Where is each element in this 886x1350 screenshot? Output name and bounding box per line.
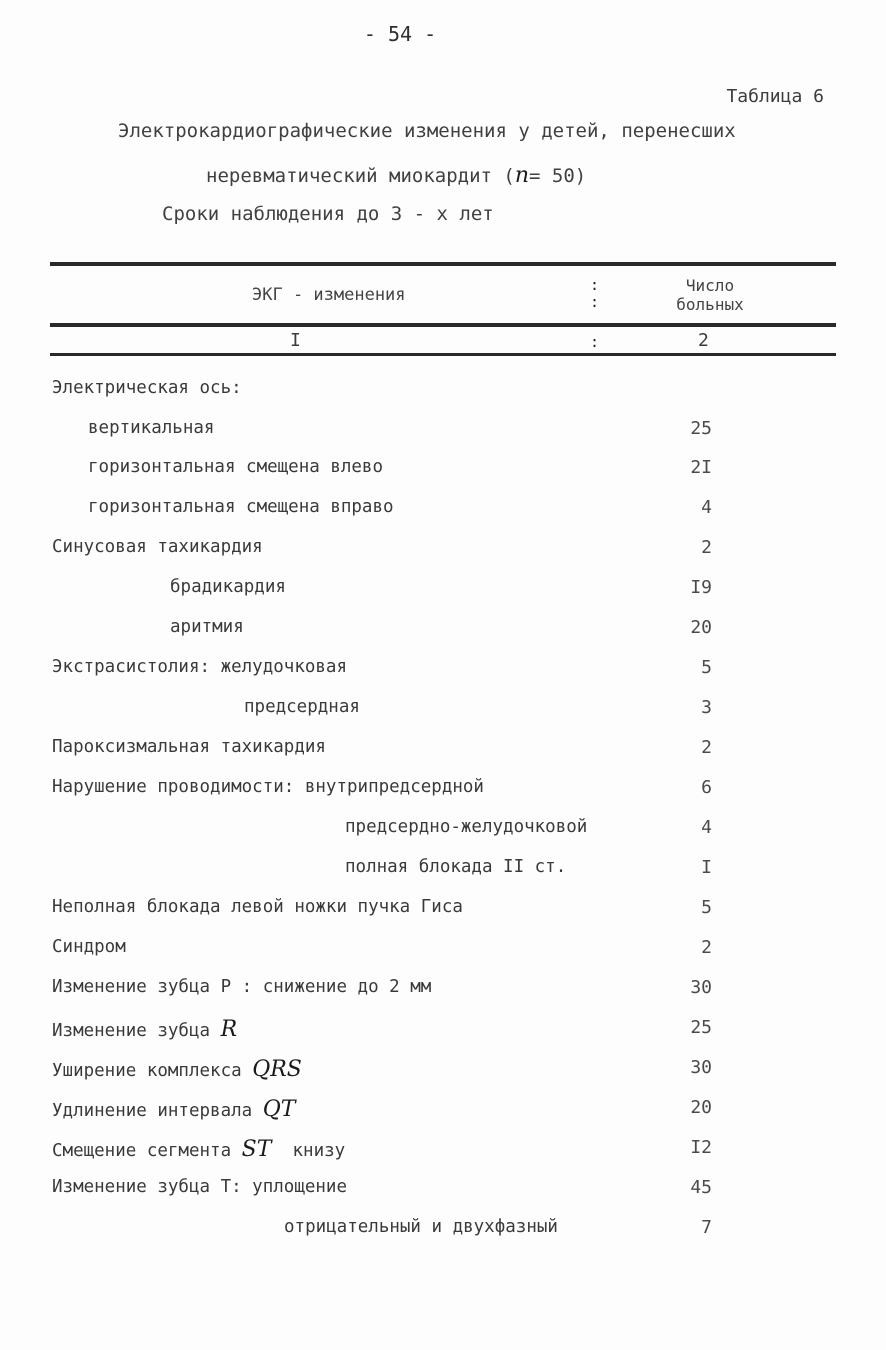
row-label-text: Смещение сегмента (52, 1141, 232, 1161)
column-number-separator: : (590, 333, 600, 351)
row-label: горизонтальная смещена влево (88, 457, 384, 477)
title-line-2-suffix: = 50) (529, 165, 587, 187)
row-value: 3 (701, 697, 712, 718)
row-label: предсердно-желудочковой (345, 817, 588, 837)
row-value: 5 (701, 897, 712, 918)
page-number: - 54 - (363, 22, 437, 46)
column-header-ecg-changes: ЭКГ - изменения (252, 285, 406, 305)
header-separator: : (590, 276, 600, 294)
row-value: 20 (690, 617, 712, 638)
table-subtitle: Сроки наблюдения до 3 - х лет (162, 203, 494, 225)
row-label: отрицательный и двухфазный (284, 1217, 558, 1237)
row-label: Неполная блокада левой ножки пучка Гиса (52, 897, 463, 917)
row-label: брадикардия (170, 577, 286, 597)
row-value: 6 (701, 777, 712, 798)
row-value: 30 (690, 1057, 712, 1078)
row-value: 5 (701, 657, 712, 678)
handwritten-interval-name: QT (262, 1097, 296, 1122)
row-label-text: Изменение зубца (52, 1021, 211, 1041)
handwritten-segment-name: ST (241, 1137, 272, 1162)
handwritten-n: n (514, 163, 530, 188)
row-value: 4 (701, 817, 712, 838)
row-value: 2 (701, 937, 712, 958)
row-label: Синдром (52, 937, 126, 957)
row-value: 25 (690, 1017, 712, 1038)
row-label: Нарушение проводимости: внутрипредсердной (52, 777, 484, 797)
row-value: 2I (690, 457, 712, 478)
row-label (52, 1137, 345, 1162)
handwritten-complex-name: QRS (252, 1057, 302, 1082)
table-title-line-2 (206, 163, 586, 188)
row-value: I2 (690, 1137, 712, 1158)
row-label (52, 1017, 237, 1042)
row-label: горизонтальная смещена вправо (88, 497, 394, 517)
row-label: Изменение зубца P : снижение до 2 мм (52, 977, 432, 997)
row-value: 4 (701, 497, 712, 518)
row-label (52, 1097, 295, 1122)
table-label: Таблица 6 (726, 86, 824, 107)
row-label: Электрическая ось: (52, 378, 242, 398)
row-label: Синусовая тахикардия (52, 537, 263, 557)
row-value: 2 (701, 537, 712, 558)
row-value: 25 (690, 418, 712, 439)
row-value: 2 (701, 737, 712, 758)
row-label: аритмия (170, 617, 244, 637)
row-value: I (701, 857, 712, 878)
row-value: I9 (690, 577, 712, 598)
row-value: 7 (701, 1217, 712, 1238)
handwritten-wave-name: R (220, 1017, 238, 1042)
header-bottom-rule (50, 323, 836, 327)
column-number-2: 2 (698, 330, 709, 351)
title-line-2-prefix: неревматический миокардит ( (206, 165, 515, 187)
row-value: 30 (690, 977, 712, 998)
row-label: Экстрасистолия: желудочковая (52, 657, 348, 677)
column-header-patient-count: Число больных (676, 276, 744, 314)
row-label: предсердная (244, 697, 360, 717)
row-label (52, 1057, 302, 1082)
table-title-line-1: Электрокардиографические изменения у детей, перенесших (118, 120, 736, 142)
row-label: Пароксизмальная тахикардия (52, 737, 326, 757)
header-separator: : (590, 293, 600, 311)
row-label: Изменение зубца Т: уплощение (52, 1177, 348, 1197)
row-value: 45 (690, 1177, 712, 1198)
row-label: вертикальная (88, 418, 215, 438)
row-label-text: Удлинение интервала (52, 1101, 253, 1121)
table-top-rule (50, 262, 836, 266)
row-label-text-after: книзу (292, 1141, 346, 1161)
row-value: 20 (690, 1097, 712, 1118)
row-label-text: Уширение комплекса (52, 1061, 242, 1081)
column-numbers-rule (50, 353, 836, 356)
column-number-1: I (290, 330, 301, 351)
row-label: полная блокада II ст. (345, 857, 567, 877)
